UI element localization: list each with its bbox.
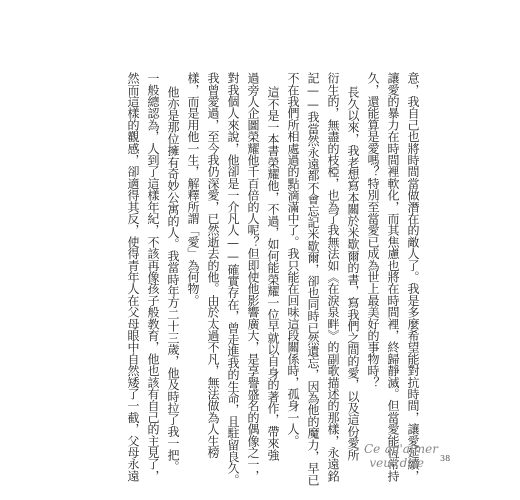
text-column-2: 讓愛的暴力在時間裡軟化，而其焦慮也將在時間裡，終歸靜滅。但當愛能恆常持 bbox=[386, 72, 400, 482]
footer-title-line2: veut dire bbox=[369, 456, 424, 470]
text-column-9: 過旁人企圖榮耀他千百倍的人呢？但即使他影響廣大，是享譽盛名的偶像之一， bbox=[246, 72, 260, 482]
text-column-15: 然而這樣的觀感，卻適得其反，使得青年人在父母眼中自然矮了一截，父母永遠 bbox=[126, 72, 140, 482]
text-column-4: 長久以來，我老想寫本關於米歇爾的書，寫我們之間的愛，以及這份愛所 bbox=[346, 86, 360, 461]
text-column-12: 樣，而是用他一生，解釋所謂「愛」為何物。 bbox=[186, 72, 200, 307]
text-column-11: 我曾愛過，至今我仍深愛，已然逝去的他。由於太過不凡，無法做為人生榜 bbox=[206, 72, 220, 459]
text-column-10: 對我個人來說，他卻是一介凡人——確實存在，曾走進我的生命，且駐留良久。 bbox=[226, 72, 240, 486]
text-column-6: 記——我當然永遠都不會忘記米歇爾，卻也同時已然遺忘，因為他的魔力，早已 bbox=[306, 72, 320, 486]
footer-title-line1: Ce qu'aimer bbox=[363, 442, 438, 456]
text-column-1: 意，我自己也將時間當做潛在的敵人了。我是多麼希望能對抗時間，讓愛延續， bbox=[406, 72, 420, 482]
text-column-3: 久，還能算是愛嗎？特別至當愛已成為世上最美好的事物時？ bbox=[366, 72, 380, 388]
page-number: 38 bbox=[440, 454, 451, 463]
running-footer bbox=[318, 442, 438, 470]
text-column-13: 他亦是那位擁有奇妙公寓的人。我當時年方二十三歲，他及時拉了我一把。 bbox=[166, 86, 180, 473]
text-column-8: 這不是一本書榮耀他，不過，如何能榮耀一位早就以自身的著作，帶來強 bbox=[266, 86, 280, 461]
text-column-14: 一般總認為，人到了這樣年紀，不該再像孩子般教育，他也該有自己的主見了， bbox=[146, 72, 160, 482]
text-column-7: 不在我們所相處過的點滴滿中了。我只能在回味這段關係時，孤身一人。 bbox=[286, 72, 300, 447]
text-column-5: 衍生的，無盡的枝椏，也為了我無法如《在淚泉畔》的副歌描述的那樣，永遠銘 bbox=[326, 72, 340, 482]
